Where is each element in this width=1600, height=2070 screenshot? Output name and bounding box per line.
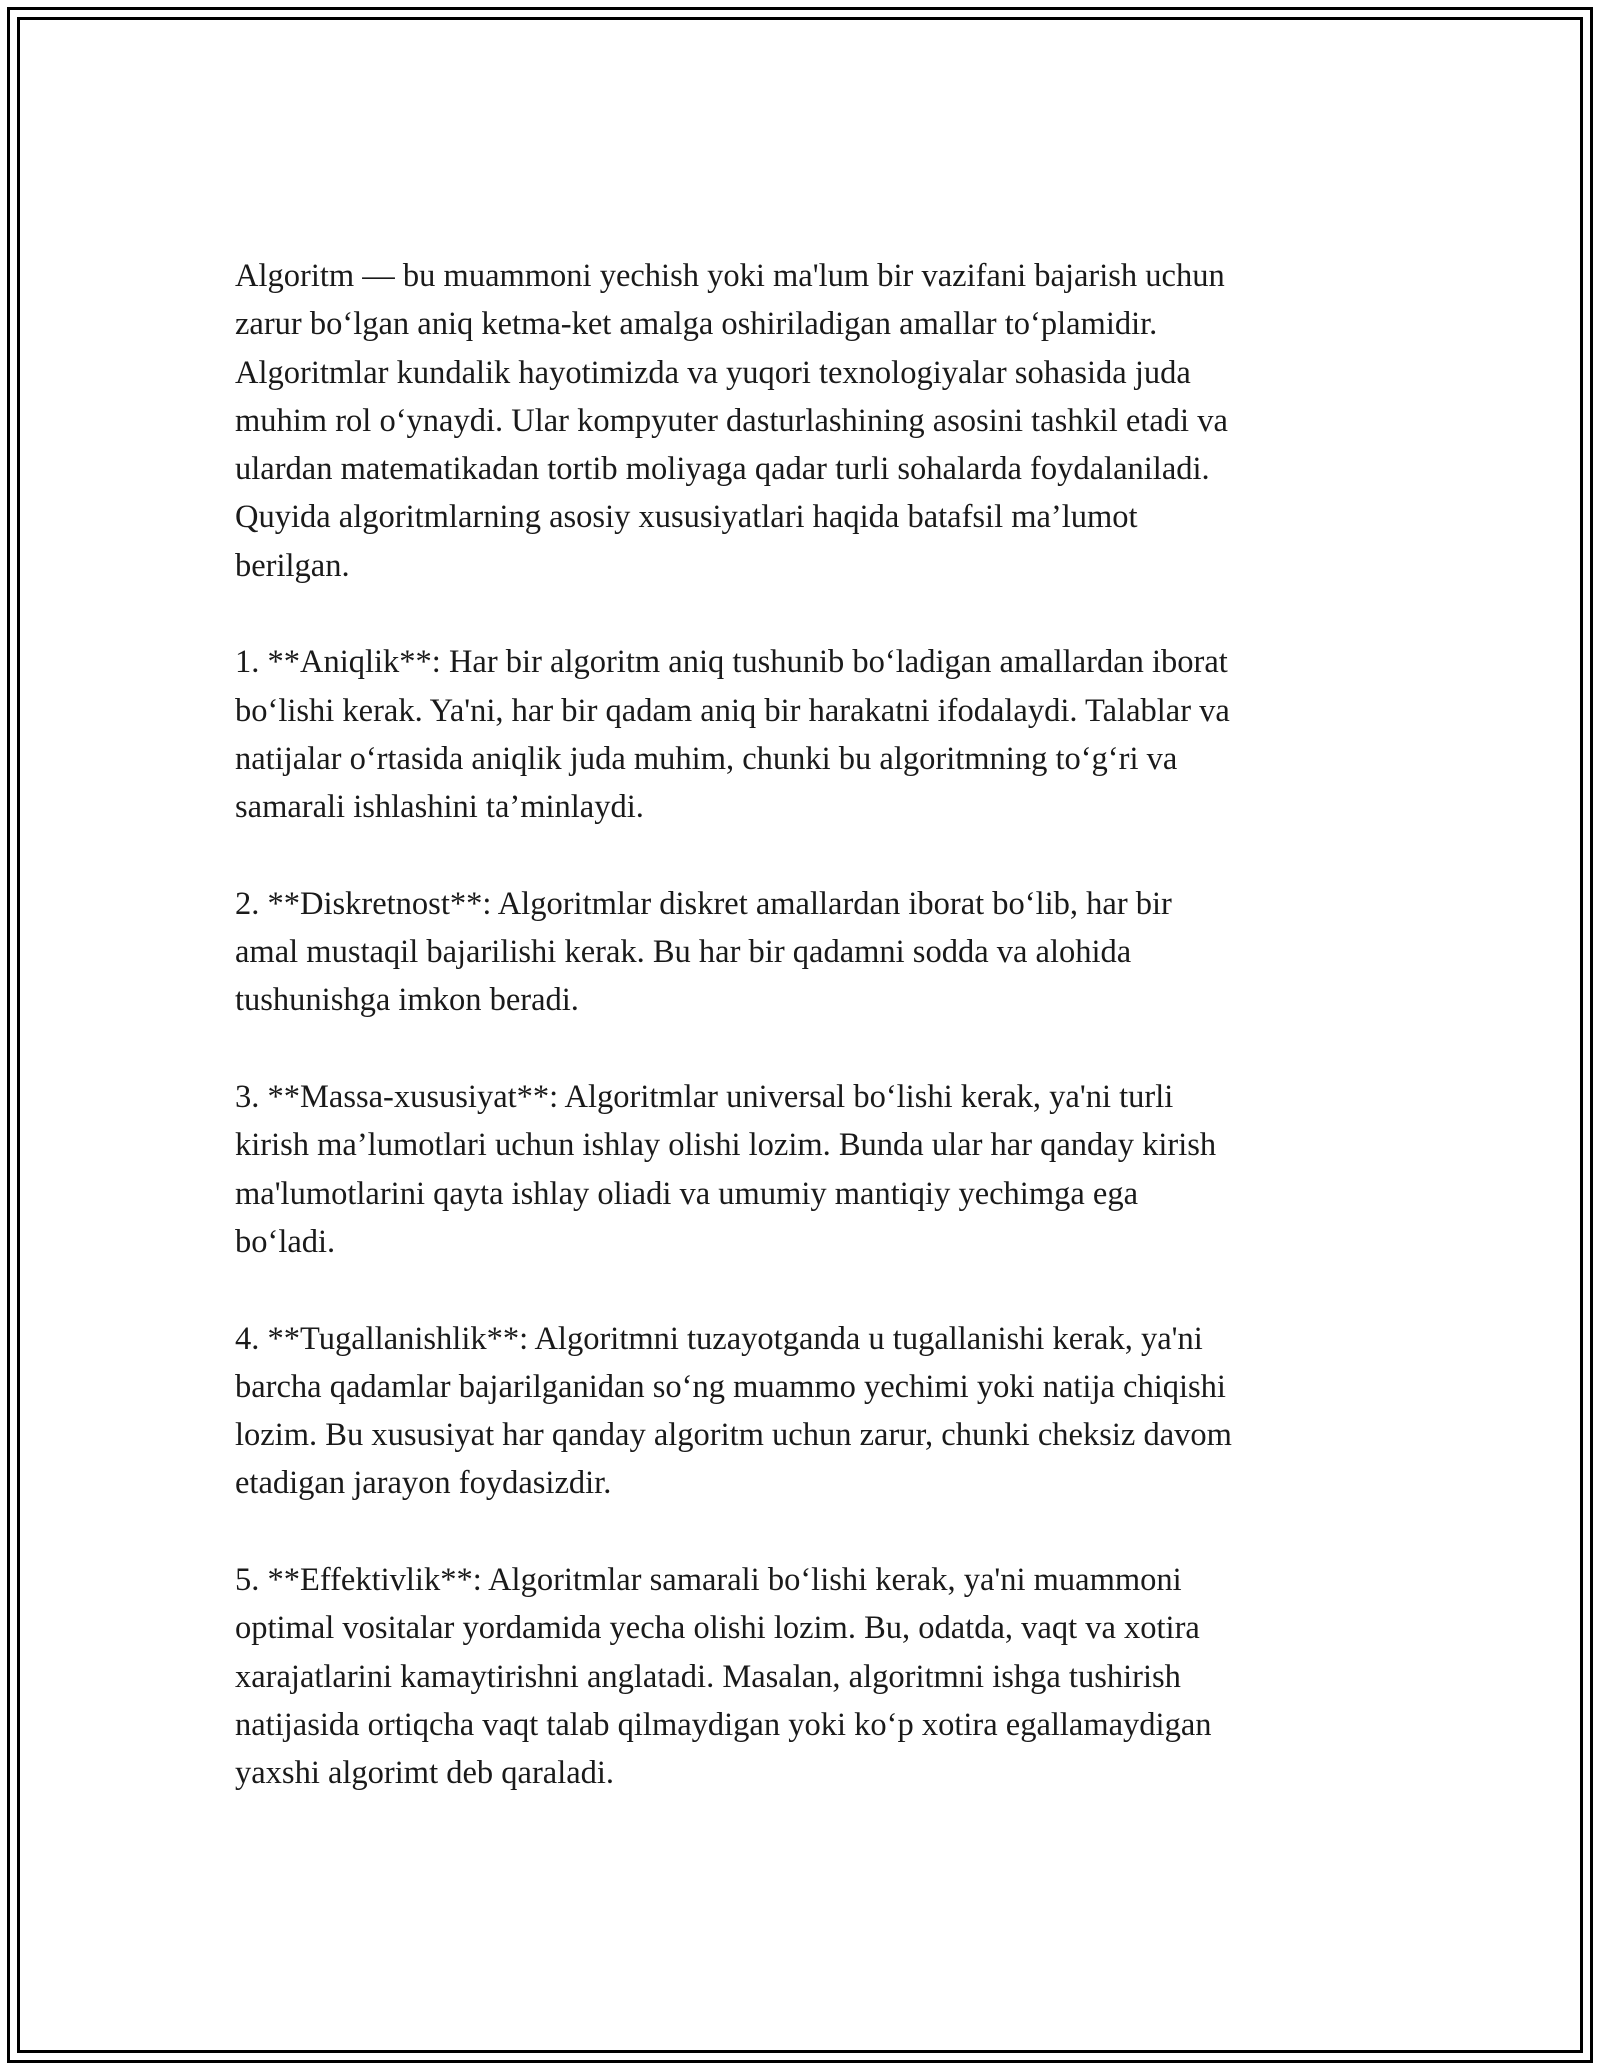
- intro-paragraph: Algoritm — bu muammoni yechish yoki ma'lum bir vazifani bajarish uchun zarur bo‘lgan aniq ketma-ket amalga oshiriladigan amallar to‘plamidir. Algoritmlar kundalik hayotimizda va yuqori texnologiyalar sohasida juda muhim rol o‘ynaydi. Ular kompyuter dasturlashining asosini tashkil etadi va ulardan matematikadan tortib moliyaga qadar turli sohalarda foydalaniladi. Quyida algoritmlarning asosiy xususiyatlari haqida batafsil ma’lumot berilgan.: [235, 258, 1228, 584]
- document-body: [235, 252, 1375, 1846]
- list-item-tugallanishlik: 4. **Tugallanishlik**: Algoritmni tuzayotganda u tugallanishi kerak, ya'ni barcha qadamlar bajarilganidan so‘ng muammo yechimi yoki natija chiqishi lozim. Bu xususiyat har qanday algoritm uchun zarur, chunki cheksiz davom etadigan jarayon foydasizdir.: [235, 1320, 1232, 1502]
- list-item-diskretnost: 2. **Diskretnost**: Algoritmlar diskret amallardan iborat bo‘lib, har bir amal mustaqil bajarilishi kerak. Bu har bir qadamni sodda va alohida tushunishga imkon beradi.: [235, 885, 1172, 1019]
- list-item-effektivlik: 5. **Effektivlik**: Algoritmlar samarali bo‘lishi kerak, ya'ni muammoni optimal vositalar yordamida yecha olishi lozim. Bu, odatda, vaqt va xotira xarajatlarini kamaytirishni anglatadi. Masalan, algoritmni ishga tushirish natijasida ortiqcha vaqt talab qilmaydigan yoki ko‘p xotira egallamaydigan yaxshi algorimt deb qaraladi.: [235, 1562, 1212, 1792]
- list-item-massa-xususiyat: 3. **Massa-xususiyat**: Algoritmlar universal bo‘lishi kerak, ya'ni turli kirish ma’lumotlari uchun ishlay olishi lozim. Bunda ular har qanday kirish ma'lumotlarini qayta ishlay oliadi va umumiy mantiqiy yechimga ega bo‘ladi.: [235, 1079, 1217, 1260]
- list-item-aniqlik: 1. **Aniqlik**: Har bir algoritm aniq tushunib bo‘ladigan amallardan iborat bo‘lishi kerak. Ya'ni, har bir qadam aniq bir harakatni ifodalaydi. Talablar va natijalar o‘rtasida aniqlik juda muhim, chunki bu algoritmning to‘g‘ri va samarali ishlashini ta’minlaydi.: [235, 644, 1230, 826]
